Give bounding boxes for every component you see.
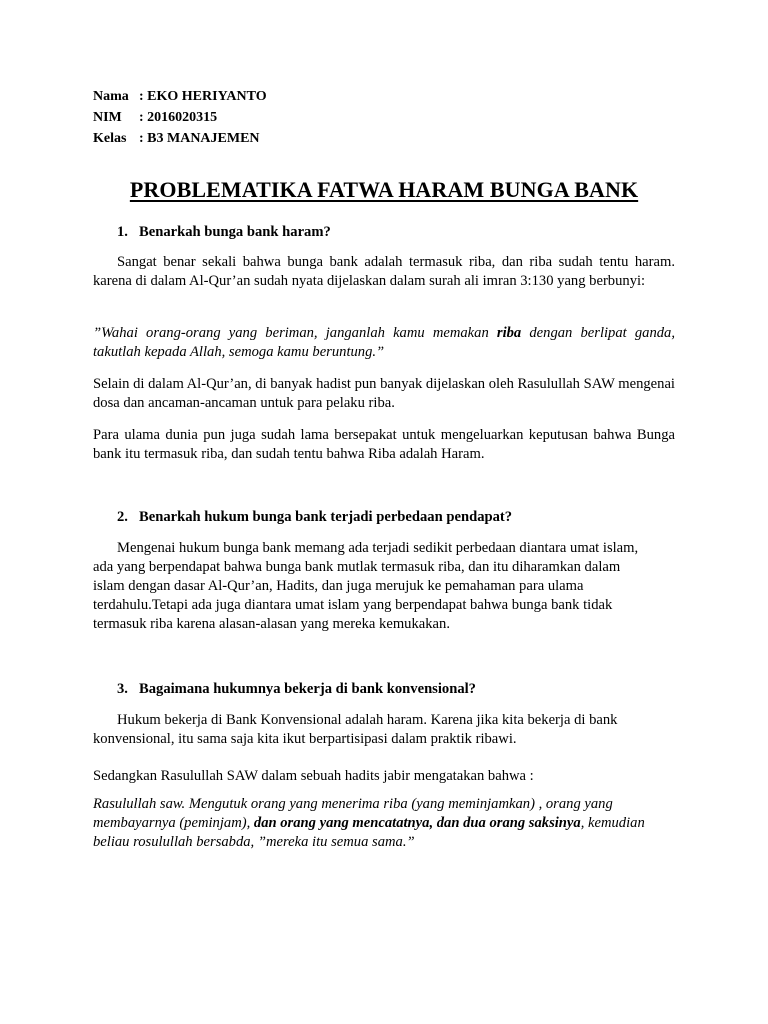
section-3-quote — [93, 795, 675, 852]
section-2-number: 2. — [117, 509, 128, 525]
section-1-paragraph-2: Selain di dalam Al-Qur’an, di banyak hadist pun banyak dijelaskan oleh Rasulullah SAW mengenai dosa dan ancaman-ancaman untuk para pelaku riba. — [93, 376, 675, 411]
kelas-label: Kelas — [93, 131, 127, 146]
section-3-line-2: konvensional, itu sama saja kita ikut berpartisipasi dalam praktik ribawi. — [93, 731, 517, 747]
nim-value: : 2016020315 — [139, 110, 218, 125]
section-1-heading — [117, 223, 657, 242]
section-1-paragraph-1: Sangat benar sekali bahwa bunga bank adalah termasuk riba, dan riba sudah tentu haram. karena di dalam Al-Qur’an sudah nyata dijelaskan dalam surah ali imran 3:130 yang berbunyi: — [93, 254, 675, 289]
section-2-line-1: Mengenai hukum bunga bank memang ada terjadi sedikit perbedaan diantara umat islam, — [117, 540, 639, 556]
section-3-quote-emphasis: dan orang yang mencatatnya, dan dua orang saksinya — [253, 815, 581, 831]
name-row — [93, 86, 267, 107]
nim-label: NIM — [93, 110, 122, 125]
section-1-question: Benarkah bunga bank haram? — [139, 224, 331, 240]
section-2-line-3: islam dengan dasar Al-Qur’an, Hadits, dan juga merujuk ke pemahaman para ulama — [93, 578, 584, 594]
section-3-line-1: Hukum bekerja di Bank Konvensional adalah haram. Karena jika kita bekerja di bank — [117, 712, 618, 728]
section-1-number: 1. — [117, 224, 128, 240]
section-3-heading — [117, 680, 657, 699]
nim-row — [93, 107, 267, 128]
section-1-quote-start: ”Wahai orang-orang yang beriman, janganlah kamu memakan — [93, 325, 497, 341]
section-1-quote-emphasis: riba — [496, 325, 522, 341]
document-title: PROBLEMATIKA FATWA HARAM BUNGA BANK — [129, 177, 639, 202]
section-2-question: Benarkah hukum bunga bank terjadi perbedaan pendapat? — [139, 509, 513, 525]
kelas-value: : B3 MANAJEMEN — [139, 131, 260, 146]
section-2-heading — [117, 508, 657, 527]
section-3-quote-end: , kemudian beliau rosulullah bersabda, ”mereka itu semua sama.” — [93, 815, 645, 850]
section-2-line-5: termasuk riba karena alasan-alasan yang mereka kemukakan. — [93, 616, 450, 632]
student-identity — [93, 86, 267, 149]
section-2-line-2: ada yang berpendapat bahwa bunga bank mutlak termasuk riba, dan itu diharamkan dalam — [93, 559, 621, 575]
section-3-question: Bagaimana hukumnya bekerja di bank konvensional? — [139, 681, 476, 697]
name-value: : EKO HERIYANTO — [139, 89, 267, 104]
section-3-paragraph-2: Sedangkan Rasulullah SAW dalam sebuah hadits jabir mengatakan bahwa : — [93, 768, 534, 784]
section-1-paragraph-3: Para ulama dunia pun juga sudah lama bersepakat untuk mengeluarkan keputusan bahwa Bunga bank itu termasuk riba, dan sudah tentu bahwa Riba adalah Haram. — [93, 427, 675, 462]
section-2-line-4: terdahulu.Tetapi ada juga diantara umat islam yang berpendapat bahwa bunga bank tidak — [93, 597, 613, 613]
section-1-quote-end: dengan berlipat ganda, takutlah kepada Allah, semoga kamu beruntung.” — [93, 325, 675, 360]
section-2-paragraph-1 — [93, 539, 675, 634]
section-1-quote — [93, 324, 675, 362]
section-3-paragraph-1 — [93, 711, 675, 749]
section-3-number: 3. — [117, 681, 128, 697]
kelas-row — [93, 128, 267, 149]
section-3-quote-start: Rasulullah saw. Mengutuk orang yang menerima riba (yang meminjamkan) , orang yang membayarnya (peminjam), — [93, 796, 613, 831]
name-label: Nama — [93, 89, 129, 104]
